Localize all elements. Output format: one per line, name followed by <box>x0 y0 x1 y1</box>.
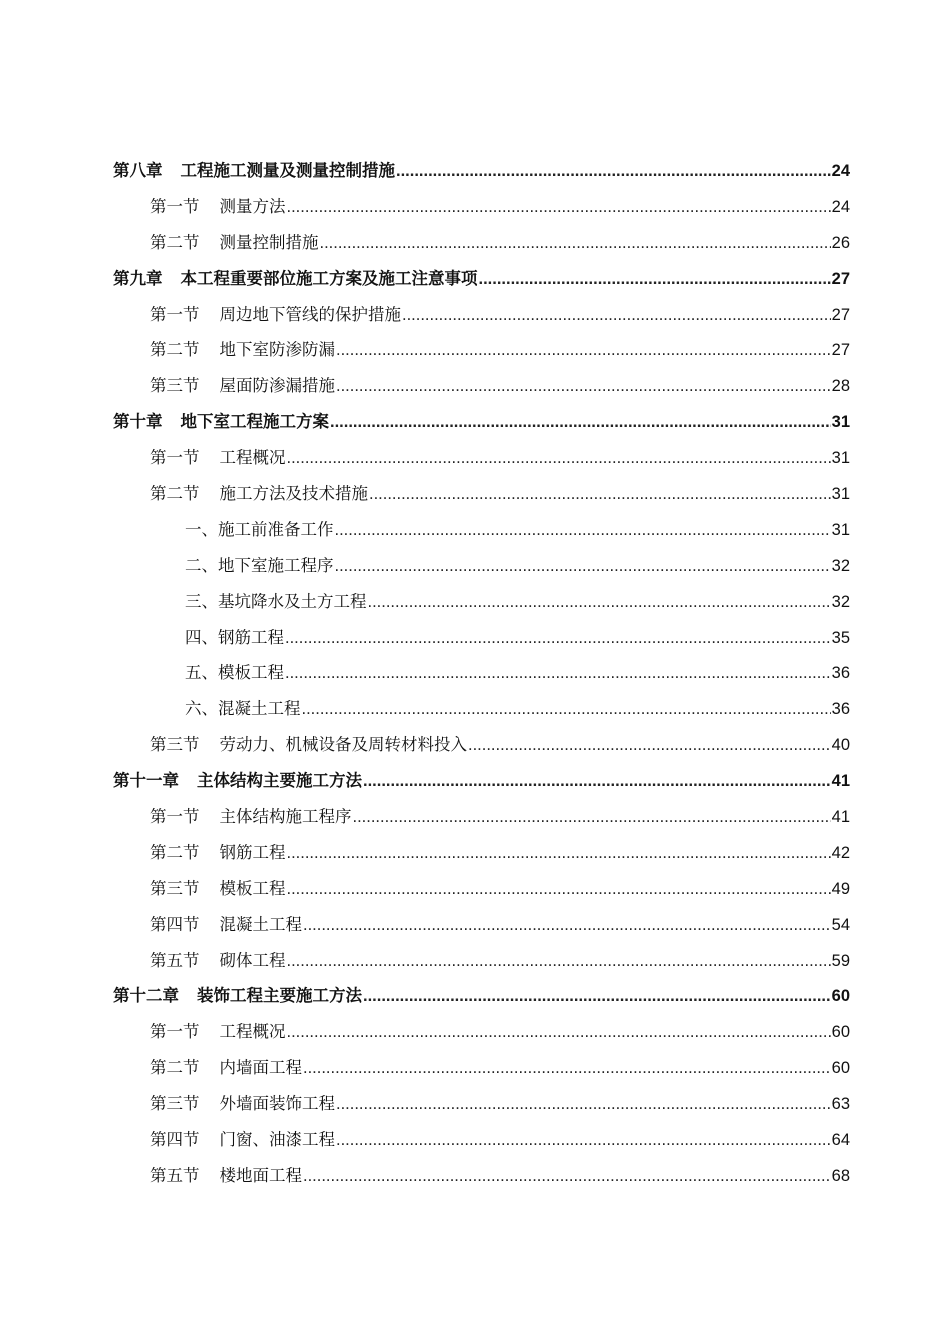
toc-entry-title: 一、施工前准备工作 <box>185 519 334 539</box>
toc-chapter-entry[interactable] <box>0 763 950 799</box>
toc-section-entry[interactable] <box>0 1050 950 1086</box>
toc-entry-label <box>185 548 334 584</box>
toc-chapter-entry[interactable] <box>0 153 950 189</box>
dot-leader <box>287 441 831 477</box>
toc-entry-number: 第一节 <box>150 304 200 324</box>
toc-page-number: 59 <box>831 951 850 970</box>
toc-page-number: 63 <box>831 1095 850 1114</box>
toc-entry-label <box>113 261 478 297</box>
dot-leader <box>479 262 831 298</box>
toc-entry-label <box>113 763 362 799</box>
toc-entry-title: 工程概况 <box>219 448 286 468</box>
toc-entry-title: 主体结构施工程序 <box>219 807 352 827</box>
dot-leader <box>287 872 831 908</box>
toc-entry-label <box>185 691 301 727</box>
toc-entry-label <box>113 153 395 189</box>
toc-entry-label <box>113 404 329 440</box>
toc-subsection-entry[interactable] <box>0 512 950 548</box>
toc-page-number: 36 <box>831 700 850 719</box>
toc-entry-label <box>150 907 302 943</box>
toc-entry-label <box>150 1122 335 1158</box>
toc-section-entry[interactable] <box>0 297 950 333</box>
toc-page-number: 60 <box>831 1023 850 1042</box>
dot-leader <box>303 908 831 944</box>
toc-page-number: 35 <box>831 628 850 647</box>
toc-entry-number: 第一节 <box>150 807 200 827</box>
toc-page-number: 64 <box>831 1131 850 1150</box>
toc-page-number: 41 <box>831 808 850 827</box>
toc-section-entry[interactable] <box>0 835 950 871</box>
toc-entry-label <box>150 476 368 512</box>
toc-entry-number: 第十一章 <box>113 771 179 791</box>
toc-page-number: 54 <box>831 915 850 934</box>
toc-page-number: 40 <box>831 736 850 755</box>
toc-page-number: 36 <box>831 664 850 683</box>
toc-page-number: 60 <box>831 1059 850 1078</box>
toc-page-number: 31 <box>831 485 850 504</box>
toc-entry-title: 模板工程 <box>219 878 286 898</box>
toc-chapter-entry[interactable] <box>0 404 950 440</box>
toc-entry-title: 外墙面装饰工程 <box>219 1094 335 1114</box>
toc-subsection-entry[interactable] <box>0 655 950 691</box>
dot-leader <box>285 621 831 657</box>
toc-entry-title: 二、地下室施工程序 <box>185 555 334 575</box>
dot-leader <box>320 226 831 262</box>
toc-entry-number: 第二节 <box>150 484 200 504</box>
dot-leader <box>396 154 831 190</box>
toc-entry-label <box>150 225 319 261</box>
table-of-contents <box>0 153 950 1194</box>
dot-leader <box>336 1087 831 1123</box>
toc-subsection-entry[interactable] <box>0 620 950 656</box>
toc-entry-title: 门窗、油漆工程 <box>219 1130 335 1150</box>
toc-chapter-entry[interactable] <box>0 978 950 1014</box>
toc-entry-label <box>185 620 284 656</box>
dot-leader <box>336 369 831 405</box>
toc-entry-number: 第一节 <box>150 1022 200 1042</box>
toc-section-entry[interactable] <box>0 871 950 907</box>
toc-section-entry[interactable] <box>0 476 950 512</box>
toc-entry-title: 工程施工测量及测量控制措施 <box>180 161 395 180</box>
toc-entry-title: 钢筋工程 <box>219 842 286 862</box>
dot-leader <box>353 800 831 836</box>
toc-entry-title: 装饰工程主要施工方法 <box>197 986 362 1006</box>
toc-page-number: 49 <box>831 879 850 898</box>
dot-leader <box>302 692 831 728</box>
dot-leader <box>287 944 831 980</box>
toc-entry-title: 屋面防渗漏措施 <box>219 376 335 396</box>
toc-entry-label <box>150 727 467 763</box>
toc-page-number: 42 <box>831 843 850 862</box>
toc-entry-number: 第三节 <box>150 1094 200 1114</box>
toc-entry-number: 第四节 <box>150 1130 200 1150</box>
dot-leader <box>330 405 831 441</box>
toc-section-entry[interactable] <box>0 1158 950 1194</box>
dot-leader <box>363 764 831 800</box>
toc-section-entry[interactable] <box>0 799 950 835</box>
toc-entry-label <box>150 440 286 476</box>
toc-entry-number: 第一节 <box>150 448 200 468</box>
toc-entry-title: 地下室防渗防漏 <box>219 340 335 360</box>
dot-leader <box>402 298 831 334</box>
toc-entry-number: 第十二章 <box>113 986 179 1006</box>
toc-entry-number: 第十章 <box>113 412 163 432</box>
toc-section-entry[interactable] <box>0 368 950 404</box>
toc-entry-title: 楼地面工程 <box>219 1165 302 1185</box>
toc-entry-number: 第三节 <box>150 878 200 898</box>
toc-entry-label <box>150 332 335 368</box>
toc-entry-title: 三、基坑降水及土方工程 <box>185 591 367 611</box>
toc-entry-number: 第五节 <box>150 950 200 970</box>
toc-entry-title: 测量控制措施 <box>219 232 319 252</box>
dot-leader <box>287 836 831 872</box>
toc-section-entry[interactable] <box>0 1086 950 1122</box>
toc-page-number: 27 <box>831 269 850 288</box>
toc-entry-title: 混凝土工程 <box>219 914 302 934</box>
toc-entry-number: 第一节 <box>150 196 200 216</box>
toc-entry-label <box>150 799 352 835</box>
toc-chapter-entry[interactable] <box>0 261 950 297</box>
dot-leader <box>303 1159 831 1195</box>
toc-entry-label <box>150 1158 302 1194</box>
toc-entry-number: 第九章 <box>113 268 163 288</box>
toc-entry-title: 六、混凝土工程 <box>185 699 301 719</box>
toc-page-number: 27 <box>831 341 850 360</box>
toc-subsection-entry[interactable] <box>0 691 950 727</box>
toc-page-number: 60 <box>831 987 850 1006</box>
toc-section-entry[interactable] <box>0 225 950 261</box>
toc-page-number: 31 <box>831 449 850 468</box>
dot-leader <box>336 1123 831 1159</box>
toc-entry-title: 四、钢筋工程 <box>185 627 284 647</box>
toc-entry-label <box>113 978 362 1014</box>
toc-section-entry[interactable] <box>0 1014 950 1050</box>
toc-section-entry[interactable] <box>0 332 950 368</box>
toc-entry-title: 内墙面工程 <box>219 1058 302 1078</box>
toc-entry-number: 第二节 <box>150 340 200 360</box>
toc-entry-title: 砌体工程 <box>219 950 286 970</box>
toc-entry-title: 主体结构主要施工方法 <box>197 771 362 791</box>
toc-page-number: 32 <box>831 556 850 575</box>
toc-entry-title: 本工程重要部位施工方案及施工注意事项 <box>180 268 478 288</box>
dot-leader <box>303 1051 831 1087</box>
toc-entry-number: 第二节 <box>150 842 200 862</box>
toc-entry-label <box>150 871 286 907</box>
dot-leader <box>285 656 831 692</box>
toc-entry-label <box>150 1086 335 1122</box>
toc-subsection-entry[interactable] <box>0 548 950 584</box>
toc-entry-number: 第三节 <box>150 376 200 396</box>
dot-leader <box>468 728 831 764</box>
toc-page-number: 68 <box>831 1166 850 1185</box>
toc-entry-number: 第二节 <box>150 1058 200 1078</box>
dot-leader <box>287 1015 831 1051</box>
toc-page-number: 28 <box>831 377 850 396</box>
dot-leader <box>363 979 831 1015</box>
toc-section-entry[interactable] <box>0 907 950 943</box>
dot-leader <box>335 513 831 549</box>
toc-section-entry[interactable] <box>0 440 950 476</box>
toc-entry-label <box>185 584 367 620</box>
dot-leader <box>369 477 831 513</box>
dot-leader <box>335 549 831 585</box>
toc-entry-title: 测量方法 <box>219 196 286 216</box>
toc-entry-title: 劳动力、机械设备及周转材料投入 <box>219 735 467 755</box>
toc-entry-label <box>150 943 286 979</box>
toc-entry-label <box>185 655 284 691</box>
toc-entry-label <box>150 835 286 871</box>
dot-leader <box>336 333 831 369</box>
toc-page-number: 27 <box>831 305 850 324</box>
toc-page-number: 41 <box>831 772 850 791</box>
toc-entry-number: 第八章 <box>113 161 163 180</box>
toc-entry-number: 第五节 <box>150 1165 200 1185</box>
toc-entry-label <box>150 297 401 333</box>
toc-entry-title: 地下室工程施工方案 <box>180 412 329 432</box>
toc-entry-title: 五、模板工程 <box>185 663 284 683</box>
dot-leader <box>368 585 831 621</box>
dot-leader <box>287 190 831 226</box>
toc-section-entry[interactable] <box>0 189 950 225</box>
toc-page-number: 24 <box>831 197 850 216</box>
toc-entry-label <box>185 512 334 548</box>
toc-page-number: 31 <box>831 520 850 539</box>
toc-entry-label <box>150 189 286 225</box>
toc-page-number: 31 <box>831 413 850 432</box>
toc-entry-label <box>150 1014 286 1050</box>
toc-section-entry[interactable] <box>0 1122 950 1158</box>
toc-entry-label <box>150 1050 302 1086</box>
toc-entry-title: 周边地下管线的保护措施 <box>219 304 401 324</box>
toc-page-number: 24 <box>831 162 850 180</box>
toc-entry-title: 工程概况 <box>219 1022 286 1042</box>
toc-page-number: 26 <box>831 233 850 252</box>
toc-entry-label <box>150 368 335 404</box>
toc-section-entry[interactable] <box>0 943 950 979</box>
toc-entry-number: 第二节 <box>150 232 200 252</box>
toc-entry-title: 施工方法及技术措施 <box>219 484 368 504</box>
toc-entry-number: 第四节 <box>150 914 200 934</box>
toc-subsection-entry[interactable] <box>0 584 950 620</box>
toc-section-entry[interactable] <box>0 727 950 763</box>
toc-entry-number: 第三节 <box>150 735 200 755</box>
toc-page-number: 32 <box>831 592 850 611</box>
